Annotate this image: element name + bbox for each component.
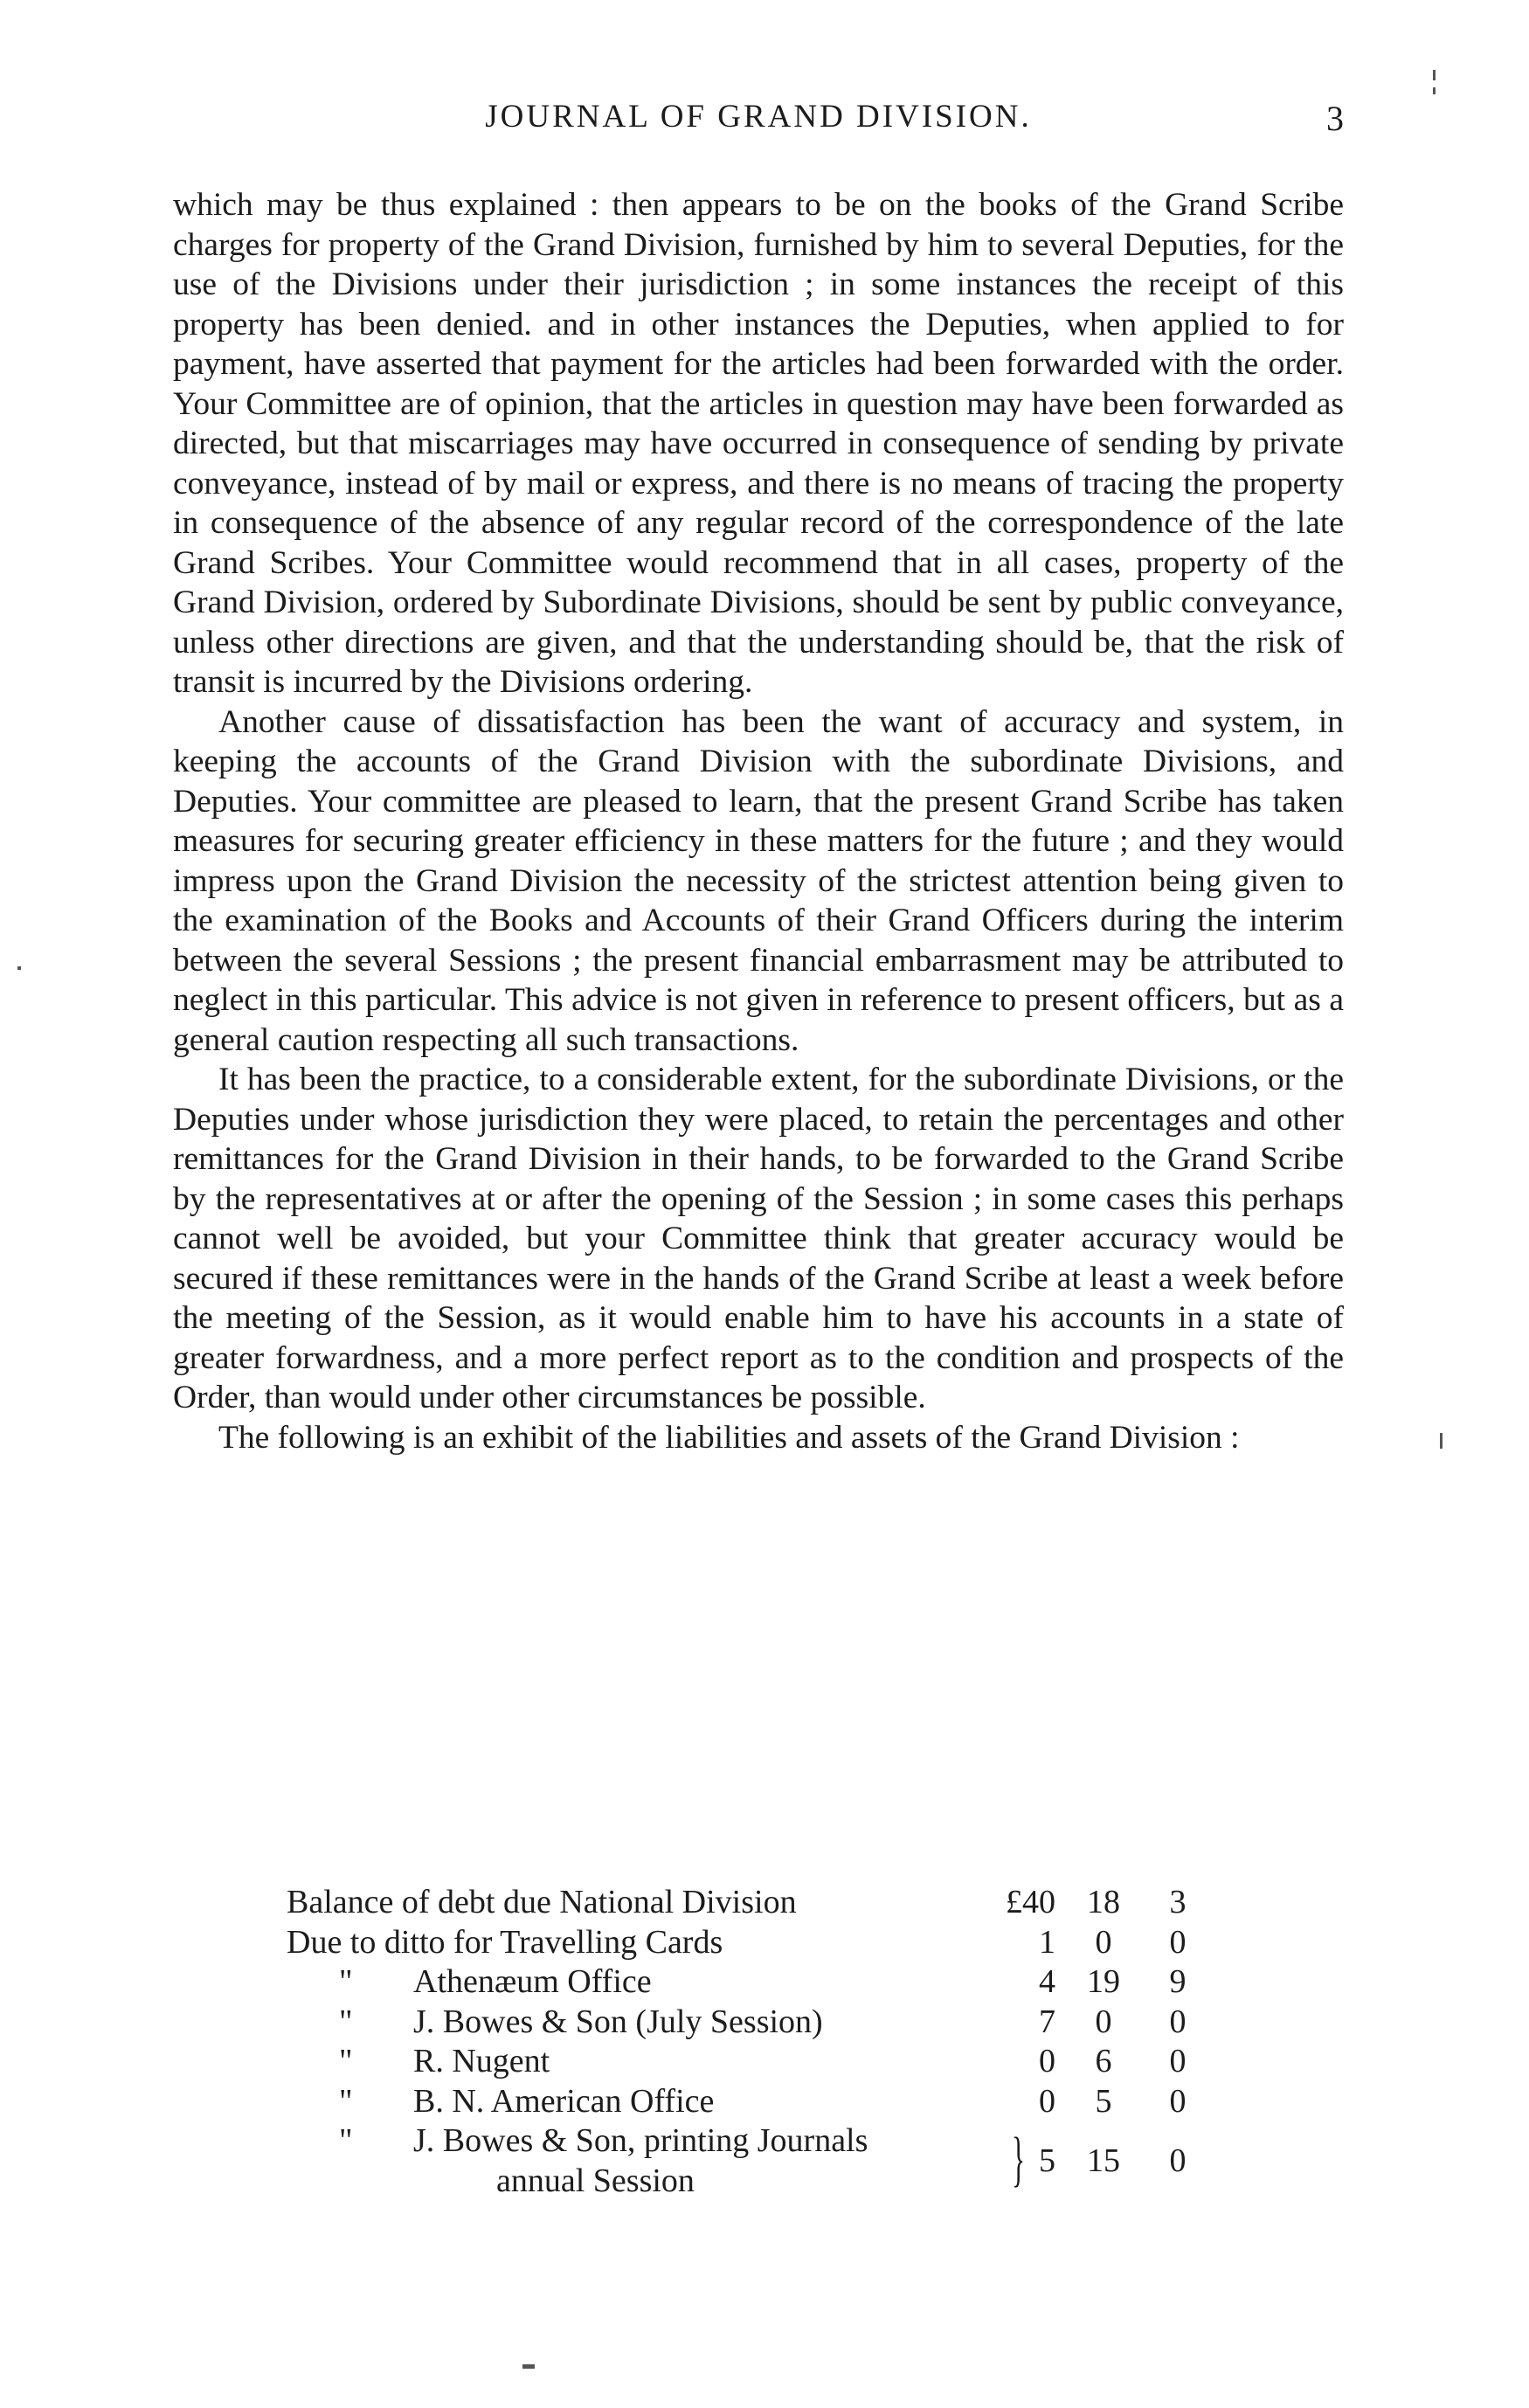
ledger-pence: 0 xyxy=(1169,1923,1187,1961)
ledger-pence: 0 xyxy=(1169,2043,1187,2079)
ledger-pounds: 5 xyxy=(1039,2142,1055,2179)
ledger-pence: 0 xyxy=(1169,2142,1187,2179)
ledger-row xyxy=(287,1923,1230,1963)
ledger-shillings: 18 xyxy=(1087,1884,1120,1920)
margin-speck-icon xyxy=(1433,70,1436,80)
paragraph-explanation: which may be thus explained : then appears to be on the books of the Grand Scribe charges for property of the Grand Division, furnished by him to several Deputies, for the use of the Divisions under their jurisdiction ; in some instances the receipt of this property has been denied. and in other instances the Deputies, when applied to for payment, have asserted that payment for the articles had been forwarded with the order. Your Committee are of opinion, that the articles in question may have been forwarded as directed, but that miscarriages may have occurred in consequence of sending by private conveyance, instead of by mail or express, and there is no means of tracing the property in consequence of the absence of any regular record of the correspondence of the late Grand Scribes. Your Committee would recommend that in all cases, property of the Grand Division, ordered by Subordinate Divisions, should be sent by public conveyance, unless other directions are given, and that the understanding should be, that the risk of transit is incurred by the Divisions ordering. xyxy=(173,187,1344,700)
ledger-label-multiline xyxy=(413,2121,868,2201)
ditto-mark: " xyxy=(339,1963,353,2000)
ledger-label: Balance of debt due National Division xyxy=(287,1884,797,1920)
running-head xyxy=(173,98,1344,150)
paragraph-exhibit-intro: The following is an exhibit of the liabilities and assets of the Grand Division : xyxy=(218,1419,1240,1456)
margin-speck-icon xyxy=(1433,87,1436,94)
ledger-pence: 0 xyxy=(1169,2082,1187,2120)
paragraph-remittances: It has been the practice, to a considerable extent, for the subordinate Divisions, or the Deputies under whose jurisdiction they were placed, to retain the percentages and other remittances for the Grand Division in their hands, to be forwarded to the Grand Scribe by the representatives at or after the opening of the Session ; in some cases this perhaps cannot well be avoided, but your Committee think that greater accuracy would be secured if these remittances were in the hands of the Grand Scribe at least a week before the meeting of the Session, as it would enable him to have his accounts in a state of greater forwardness, and a more perfect report as to the condition and prospects of the Order, than would under other circumstances be possible. xyxy=(173,1062,1344,1415)
ledger-row xyxy=(287,1962,1230,2003)
ledger-row xyxy=(287,2121,1230,2202)
margin-speck-icon xyxy=(17,966,21,970)
ledger-shillings: 0 xyxy=(1095,2003,1112,2040)
ledger-row xyxy=(287,2042,1230,2082)
ledger-pounds: 7 xyxy=(1039,2003,1055,2040)
ledger-pounds: 0 xyxy=(1039,2082,1055,2120)
margin-speck-icon xyxy=(522,2364,535,2369)
liabilities-ledger xyxy=(287,1883,1230,2202)
ditto-mark: " xyxy=(339,2003,353,2040)
paragraph-accounts: Another cause of dissatisfaction has been the want of accuracy and system, in keeping the accounts of the Grand Division with the subordinate Divisions, and Deputies. Your committee are pleased to learn, that the present Grand Scribe has taken measures for securing greater efficiency in these matters for the future ; and they would impress upon the Grand Division the necessity of the strictest attention being given to the examination of the Books and Accounts of their Grand Officers during the interim between the several Sessions ; the present financial embarrasment may be attributed to neglect in this particular. This advice is not given in reference to present officers, but as a general caution respecting all such transactions. xyxy=(173,703,1344,1058)
ledger-label: J. Bowes & Son, printing Journals xyxy=(413,2122,868,2159)
ledger-pounds: 0 xyxy=(1039,2043,1055,2079)
ditto-mark: " xyxy=(339,2043,353,2079)
ledger-row xyxy=(287,2003,1230,2043)
ditto-mark: " xyxy=(339,2122,353,2159)
ledger-label: Due to ditto for Travelling Cards xyxy=(287,1923,723,1961)
ledger-pounds: 4 xyxy=(1039,1963,1055,2000)
body-text xyxy=(173,185,1344,1457)
ledger-pence: 0 xyxy=(1169,2003,1187,2040)
ledger-shillings: 15 xyxy=(1087,2142,1120,2179)
ledger-pounds: £40 xyxy=(1006,1884,1055,1920)
ledger-shillings: 6 xyxy=(1095,2043,1112,2079)
running-title: JOURNAL OF GRAND DIVISION. xyxy=(485,99,1032,135)
ledger-row xyxy=(287,1883,1230,1923)
ditto-mark: " xyxy=(339,2082,353,2120)
ledger-label: B. N. American Office xyxy=(413,2082,715,2120)
ledger-pence: 9 xyxy=(1169,1963,1187,2000)
ledger-pence: 3 xyxy=(1169,1884,1187,1920)
ledger-shillings: 0 xyxy=(1095,1923,1112,1961)
ledger-label: R. Nugent xyxy=(413,2043,550,2079)
brace-icon: } xyxy=(1012,2126,1026,2193)
page-number: 3 xyxy=(1326,99,1344,138)
ledger-row xyxy=(287,2082,1230,2122)
ledger-shillings: 5 xyxy=(1095,2082,1112,2120)
margin-speck-icon xyxy=(1440,1433,1443,1449)
ledger-shillings: 19 xyxy=(1087,1963,1120,2000)
ledger-pounds: 1 xyxy=(1039,1923,1055,1961)
ledger-label: J. Bowes & Son (July Session) xyxy=(413,2003,823,2040)
ledger-label-continuation: annual Session xyxy=(496,2162,695,2199)
ledger-label: Athenæum Office xyxy=(413,1963,652,2000)
